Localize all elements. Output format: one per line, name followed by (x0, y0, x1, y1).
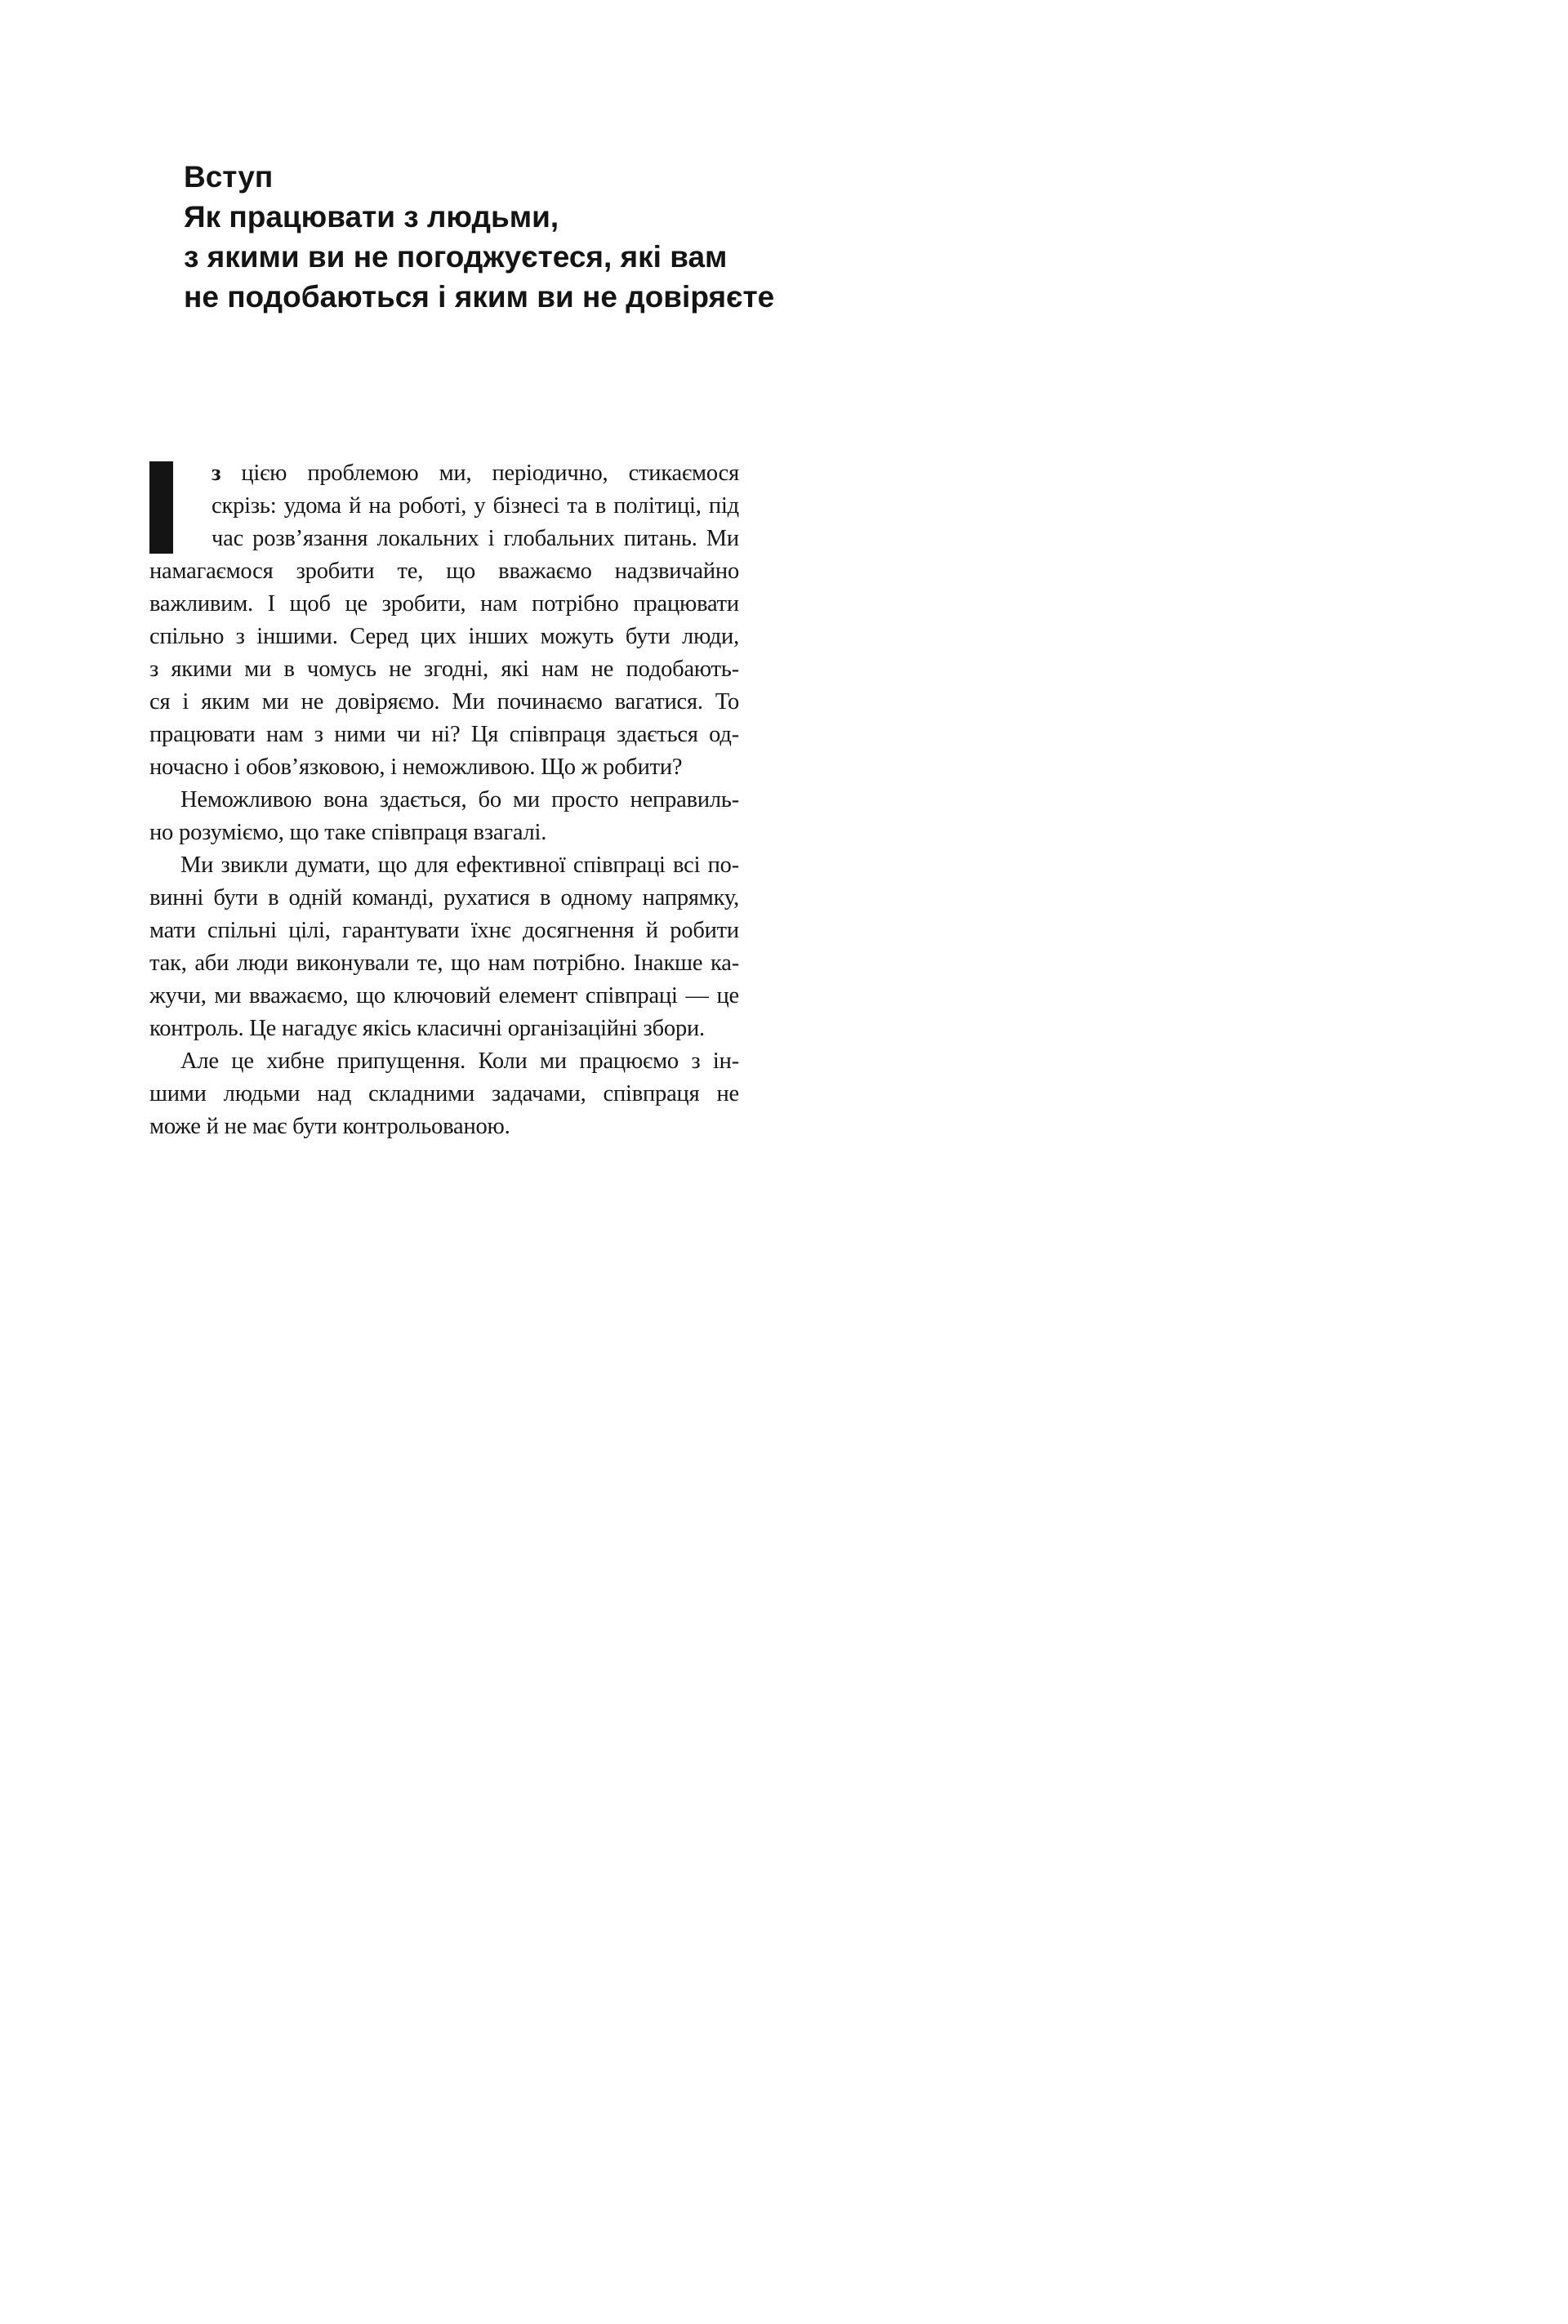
dropcap-letter (149, 461, 173, 554)
text-line: спільно з іншими. Серед цих інших можуть бути люди, (149, 624, 739, 649)
text-line: з якими ми в чомусь не згодні, які нам не подобають- (149, 657, 739, 682)
chapter-label: Вступ (184, 160, 274, 194)
text-line: винні бути в одній команді, рухатися в одному напрямку, (149, 885, 739, 910)
chapter-title-line: не подобаються і яким ви не довіряєте (184, 280, 775, 314)
text-line: важливим. І щоб це зробити, нам потрібно працювати (149, 591, 739, 617)
text-line: так, аби люди виконували те, що нам потрібно. Інакше ка- (149, 951, 739, 976)
text-line: скрізь: удома й на роботі, у бізнесі та в політиці, під (212, 493, 739, 519)
body-text-column (149, 457, 739, 1143)
text-line (149, 457, 739, 490)
text-line: Але це хибне припущення. Коли ми працюємо з ін- (180, 1048, 739, 1074)
text-line: Неможливою вона здається, бо ми просто неправиль- (180, 787, 739, 813)
chapter-title-line: Як працювати з людьми, (184, 200, 559, 234)
chapter-title-line: з якими ви не погоджуєтеся, які вам (184, 240, 728, 274)
text-line: жучи, ми вважаємо, що ключовий елемент співпраці — це (149, 983, 739, 1008)
paragraph (149, 849, 739, 1045)
paragraph (149, 1045, 739, 1143)
text-line: працювати нам з ними чи ні? Ця співпраця здається од- (149, 722, 739, 747)
text-line: но розуміємо, що таке співпраця взагалі. (149, 820, 547, 845)
paragraph (149, 784, 739, 849)
chapter-title (184, 197, 774, 317)
text-line: контроль. Це нагадує якісь класичні організаційні збори. (149, 1016, 705, 1041)
text-line: шими людьми над складними задачами, співпраця не (149, 1081, 739, 1106)
text-line: мати спільні цілі, гарантувати їхнє досягнення й робити (149, 918, 739, 943)
text-line-content: цією проблемою ми, періодично, стикаємося (241, 461, 739, 486)
text-line: ночасно і обов’язковою, і неможливою. Що ж робити? (149, 755, 683, 780)
text-line: ся і яким ми не довіряємо. Ми починаємо вагатися. То (149, 689, 739, 715)
text-line: може й не має бути контрольованою. (149, 1114, 510, 1139)
text-line: час розв’язання локальних і глобальних питань. Ми (212, 526, 739, 551)
text-line: намагаємося зробити те, що вважаємо надзвичайно (149, 559, 739, 584)
chapter-header (184, 157, 774, 317)
paragraph (149, 457, 739, 784)
dropcap-word-rest: з (212, 461, 221, 486)
text-line: Ми звикли думати, що для ефективної співпраці всі по- (180, 853, 739, 878)
